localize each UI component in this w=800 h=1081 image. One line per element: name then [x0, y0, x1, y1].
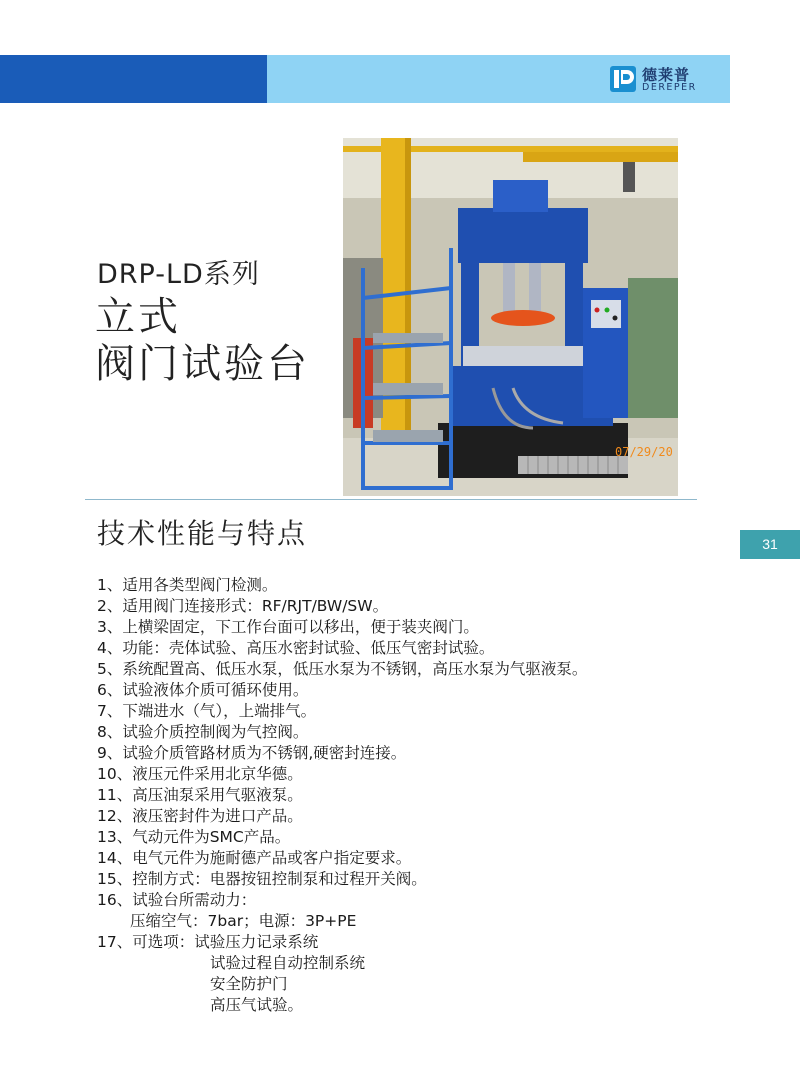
feature-item: 4、功能：壳体试验、高压水密封试验、低压气密封试验。	[97, 639, 495, 657]
feature-item: 11、高压油泵采用气驱液泵。	[97, 786, 303, 804]
company-logo	[610, 62, 720, 96]
product-photo	[343, 138, 678, 496]
feature-subitem: 安全防护门	[210, 975, 288, 993]
product-series: DRP-LD系列	[97, 259, 260, 290]
feature-item: 10、液压元件采用北京华德。	[97, 765, 303, 783]
header-band-dark	[0, 55, 267, 103]
section-divider	[85, 499, 697, 500]
feature-item: 9、试验介质管路材质为不锈钢,硬密封连接。	[97, 744, 407, 762]
feature-item: 12、液压密封件为进口产品。	[97, 807, 303, 825]
feature-item: 7、下端进水（气），上端排气。	[97, 702, 317, 720]
page-number: 31	[762, 536, 778, 552]
feature-item: 8、试验介质控制阀为气控阀。	[97, 723, 309, 741]
feature-item: 2、适用阀门连接形式：RF/RJT/BW/SW。	[97, 597, 389, 615]
feature-subitem: 试验过程自动控制系统	[210, 954, 366, 972]
product-title-line2: 阀门试验台	[95, 341, 310, 387]
feature-item: 15、控制方式：电器按钮控制泵和过程开关阀。	[97, 870, 427, 888]
product-title-line1: 立式	[95, 294, 181, 340]
feature-item: 1、适用各类型阀门检测。	[97, 576, 278, 594]
logo-english-text: DEREPER	[642, 82, 697, 93]
photo-date-stamp: 07/29/20	[615, 445, 673, 459]
feature-item: 14、电气元件为施耐德产品或客户指定要求。	[97, 849, 412, 867]
page-number-tab	[740, 530, 800, 559]
section-heading: 技术性能与特点	[97, 517, 308, 550]
feature-subitem: 高压气试验。	[210, 996, 304, 1014]
feature-item: 6、试验液体介质可循环使用。	[97, 681, 309, 699]
feature-item: 5、系统配置高、低压水泵，低压水泵为不锈钢，高压水泵为气驱液泵。	[97, 660, 588, 678]
feature-subitem: 压缩空气：7bar；电源：3P+PE	[130, 912, 357, 930]
feature-item: 13、气动元件为SMC产品。	[97, 828, 291, 846]
feature-item: 16、试验台所需动力：	[97, 891, 257, 909]
feature-item: 17、可选项：试验压力记录系统	[97, 933, 319, 951]
logo-chinese-text: 德莱普	[642, 66, 691, 84]
feature-item: 3、上横梁固定，下工作台面可以移出，便于装夹阀门。	[97, 618, 479, 636]
dereper-logo-icon	[610, 66, 636, 92]
